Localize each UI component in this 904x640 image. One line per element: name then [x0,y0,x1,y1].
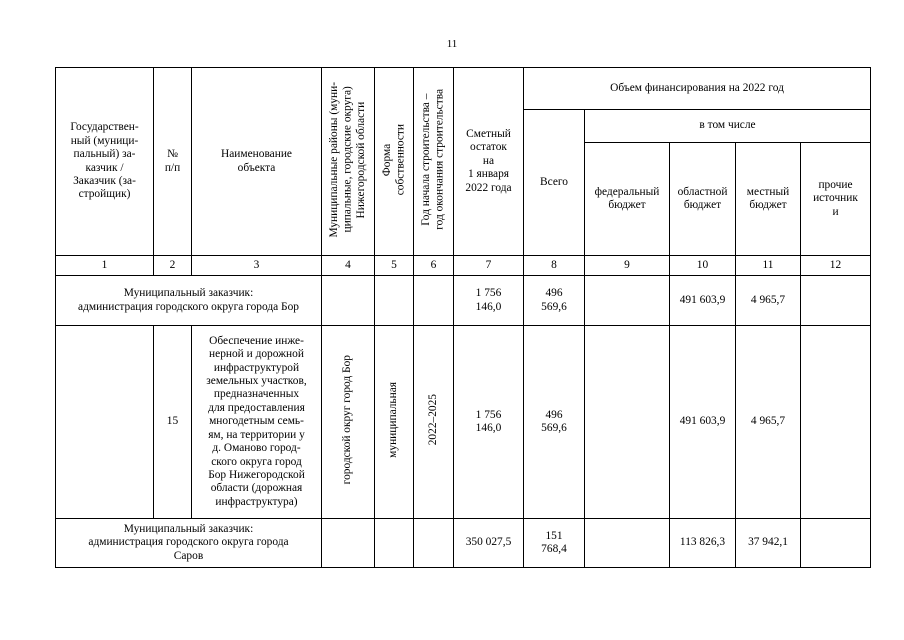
other-cell [801,519,871,568]
customer-cell: Муниципальный заказчик: администрация городского округа города Саров [56,519,322,568]
column-number: 10 [670,256,736,276]
header-years [414,68,454,256]
ownership-text: муниципальная [387,381,400,458]
federal-cell [585,519,670,568]
object-name-cell: Обеспечение инже- нерной и дорожной инфраструктурой земельных участков, предназначенных для предоставления многодетным семь- ям, на территории у д. Оманово город- ского округа город Бор Нижегородской области (дорожная инфраструктура) [192,326,322,519]
header-other: прочие источник и [801,143,871,256]
column-number: 6 [414,256,454,276]
regional-cell: 491 603,9 [670,276,736,326]
header-estimate: Сметный остаток на 1 января 2022 года [454,68,524,256]
years-cell [414,276,454,326]
header-funding: Объем финансирования на 2022 год [524,68,871,110]
district-text: городской округ город Бор [341,355,354,485]
total-cell: 496 569,6 [524,326,585,519]
header-federal: федеральный бюджет [585,143,670,256]
total-cell: 151 768,4 [524,519,585,568]
financing-table [55,67,871,568]
column-number: 9 [585,256,670,276]
table-row [56,276,871,326]
column-number: 8 [524,256,585,276]
column-number: 5 [375,256,414,276]
ownership-cell [375,519,414,568]
column-number: 4 [322,256,375,276]
customer-cell: Муниципальный заказчик: администрация городского округа города Бор [56,276,322,326]
column-number: 7 [454,256,524,276]
column-number: 2 [154,256,192,276]
district-cell [322,519,375,568]
header-including: в том числе [585,110,871,143]
header-local: местный бюджет [736,143,801,256]
federal-cell [585,276,670,326]
header-years-text: Год начала строительства – год окончания строительства [420,88,446,230]
number-cell: 15 [154,326,192,519]
header-regional: областной бюджет [670,143,736,256]
table-row [56,326,871,519]
district-cell [322,276,375,326]
local-cell: 4 965,7 [736,326,801,519]
ownership-cell [375,276,414,326]
estimate-cell: 1 756 146,0 [454,326,524,519]
other-cell [801,276,871,326]
other-cell [801,326,871,519]
regional-cell: 113 826,3 [670,519,736,568]
ownership-cell [375,326,414,519]
federal-cell [585,326,670,519]
regional-cell: 491 603,9 [670,326,736,519]
local-cell: 4 965,7 [736,276,801,326]
total-cell: 496 569,6 [524,276,585,326]
page-number: 11 [446,38,458,50]
header-number: № п/п [154,68,192,256]
header-object-name: Наименование объекта [192,68,322,256]
header-total: Всего [524,110,585,256]
header-district [322,68,375,256]
table-row [56,519,871,568]
header-ownership [375,68,414,256]
estimate-cell: 350 027,5 [454,519,524,568]
district-cell [322,326,375,519]
column-number-row [56,256,871,276]
column-number: 12 [801,256,871,276]
column-number: 1 [56,256,154,276]
estimate-cell: 1 756 146,0 [454,276,524,326]
header-district-text: Муниципальные районы (муни- ципальные, городские округа) Нижегородской области [327,81,367,238]
local-cell: 37 942,1 [736,519,801,568]
column-number: 3 [192,256,322,276]
years-cell [414,519,454,568]
years-cell [414,326,454,519]
header-customer: Государствен- ный (муници- пальный) за- казчик / Заказчик (за- стройщик) [56,68,154,256]
header-ownership-text: Форма собственности [380,123,406,195]
column-number: 11 [736,256,801,276]
years-text: 2022–2025 [426,394,439,446]
customer-cell [56,326,154,519]
